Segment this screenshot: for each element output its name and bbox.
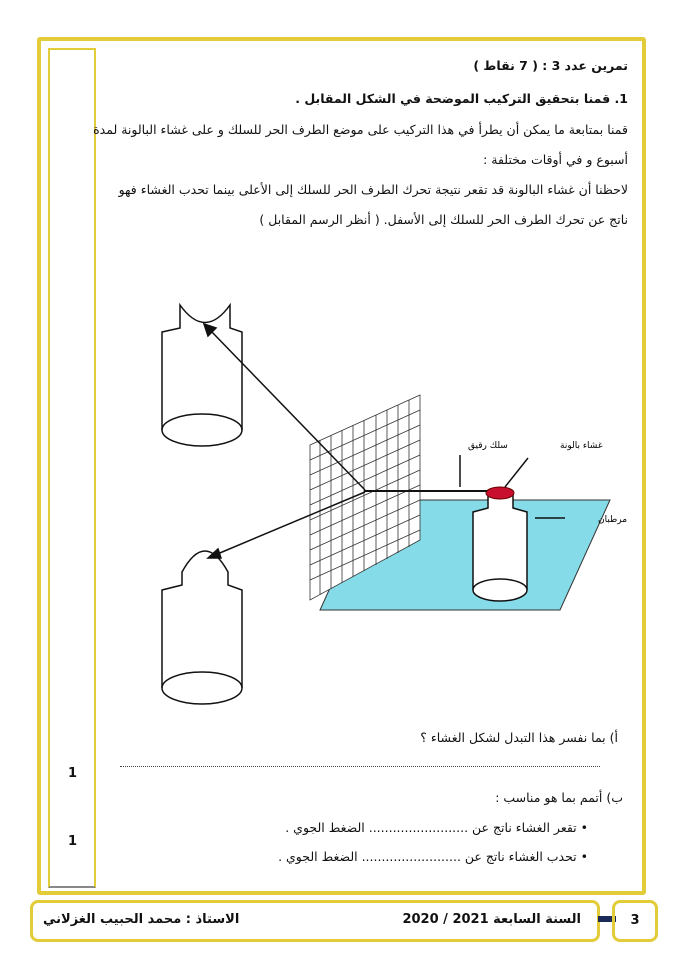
membrane-label: غشاء بالونة <box>560 441 603 451</box>
question-b2: • تحدب الغشاء ناتج عن ......................... الضغط الجوي . <box>278 849 588 864</box>
exercise-title: تمرين عدد 3 : ( 7 نقاط ) <box>473 58 628 73</box>
jar-label: مرطبان <box>598 515 628 525</box>
paragraph-line: ناتج عن تحرك الطرف الحر للسلك إلى الأسفل. ( أنظر الرسم المقابل ) <box>259 212 628 227</box>
paragraph-line: لاحظنا أن غشاء البالونة قد تقعر نتيجة تحرك الطرف الحر للسلك إلى الأعلى بينما تحدب الغشاء فهو <box>118 182 628 197</box>
question-b1: • تقعر الغشاء ناتج عن ......................... الضغط الجوي . <box>285 820 588 835</box>
mark-b: 1 <box>68 834 78 849</box>
question-1: 1. قمنا بتحقيق التركيب الموضحة في الشكل المقابل . <box>295 91 628 106</box>
footer <box>30 900 600 942</box>
wire-label: سلك رقيق <box>468 441 508 451</box>
level-year: السنة السابعة 2021 / 2020 <box>402 912 581 927</box>
answer-line[interactable] <box>120 766 600 767</box>
teacher-name: الاستاذ : محمد الحبيب الغزلاني <box>43 912 240 927</box>
mark-a: 1 <box>68 766 78 781</box>
question-a: أ) بما نفسر هذا التبدل لشكل الغشاء ؟ <box>420 730 618 745</box>
page-number: 3 <box>612 900 658 942</box>
paragraph-line: أسبوع و في أوقات مختلفة : <box>483 152 628 167</box>
question-b: ب) أتمم بما هو مناسب : <box>495 790 623 805</box>
paragraph-line: قمنا بمتابعة ما يمكن أن يطرأ في هذا التركيب على موضع الطرف الحر للسلك و على غشاء البالونة لمدة <box>93 122 628 137</box>
